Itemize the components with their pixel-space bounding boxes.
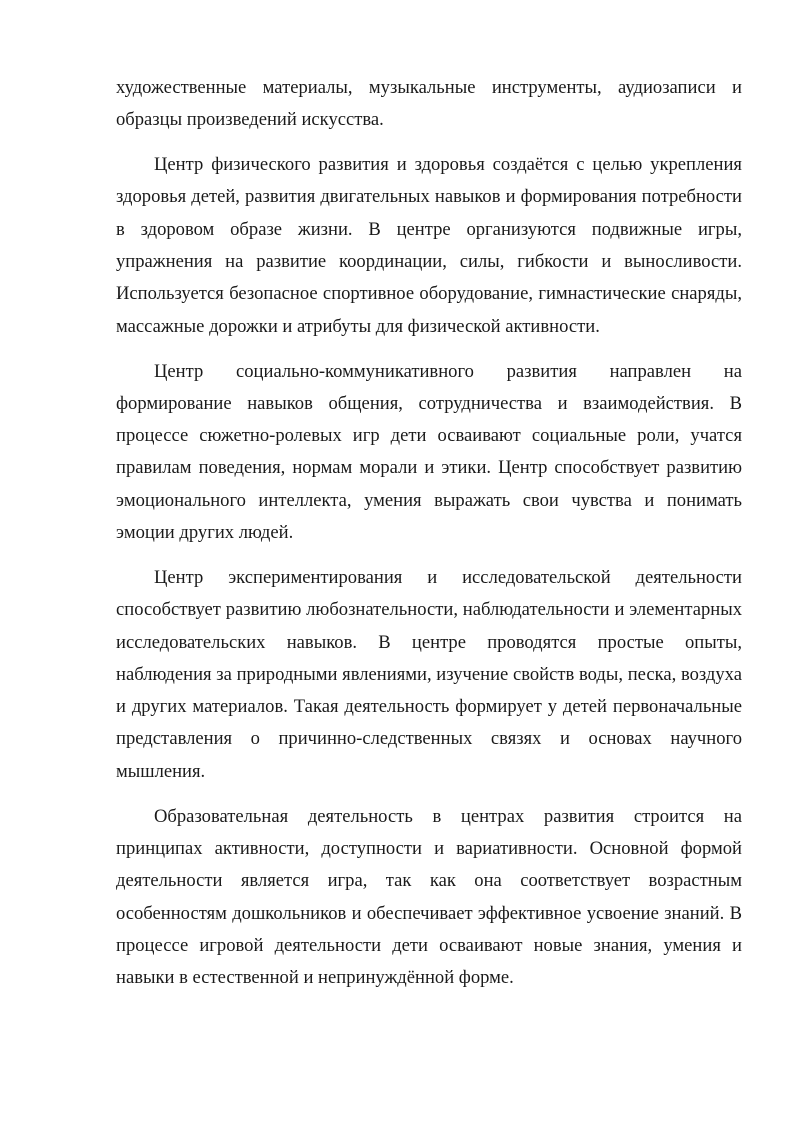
paragraph-continuation: художественные материалы, музыкальные инструменты, аудиозаписи и образцы произведений искусства. <box>116 77 742 131</box>
paragraph-physical-development-center: Центр физического развития и здоровья создаётся с целью укрепления здоровья детей, развития двигательных навыков и формирования потребности в здоровом образе жизни. В центре организуются подвижные игры, упражнения на развитие координации, силы, гибкости и выносливости. Используется безопасное спортивное оборудование, гимнастические снаряды, массажные дорожки и атрибуты для физической активности. <box>116 154 742 337</box>
document-body <box>116 72 742 1007</box>
paragraph-experimentation-center: Центр экспериментирования и исследовательской деятельности способствует развитию любознательности, наблюдательности и элементарных исследовательских навыков. В центре проводятся простые опыты, наблюдения за природными явлениями, изучение свойств воды, песка, воздуха и других материалов. Такая деятельность формирует у детей первоначальные представления о причинно-следственных связях и основах научного мышления. <box>116 566 742 782</box>
paragraph-social-communicative-center: Центр социально-коммуникативного развития направлен на формирование навыков общения, сотрудничества и взаимодействия. В процессе сюжетно-ролевых игр дети осваивают социальные роли, учатся правилам поведения, нормам морали и этики. Центр способствует развитию эмоционального интеллекта, умения выражать свои чувства и понимать эмоции других людей. <box>116 360 742 544</box>
paragraph-educational-activity: Образовательная деятельность в центрах развития строится на принципах активности, доступности и вариативности. Основной формой деятельности является игра, так как она соответствует возрастным особенностям дошкольников и обеспечивает эффективное усвоение знаний. В процессе игровой деятельности дети осваивают новые знания, умения и навыки в естественной и непринуждённой форме. <box>116 805 742 989</box>
